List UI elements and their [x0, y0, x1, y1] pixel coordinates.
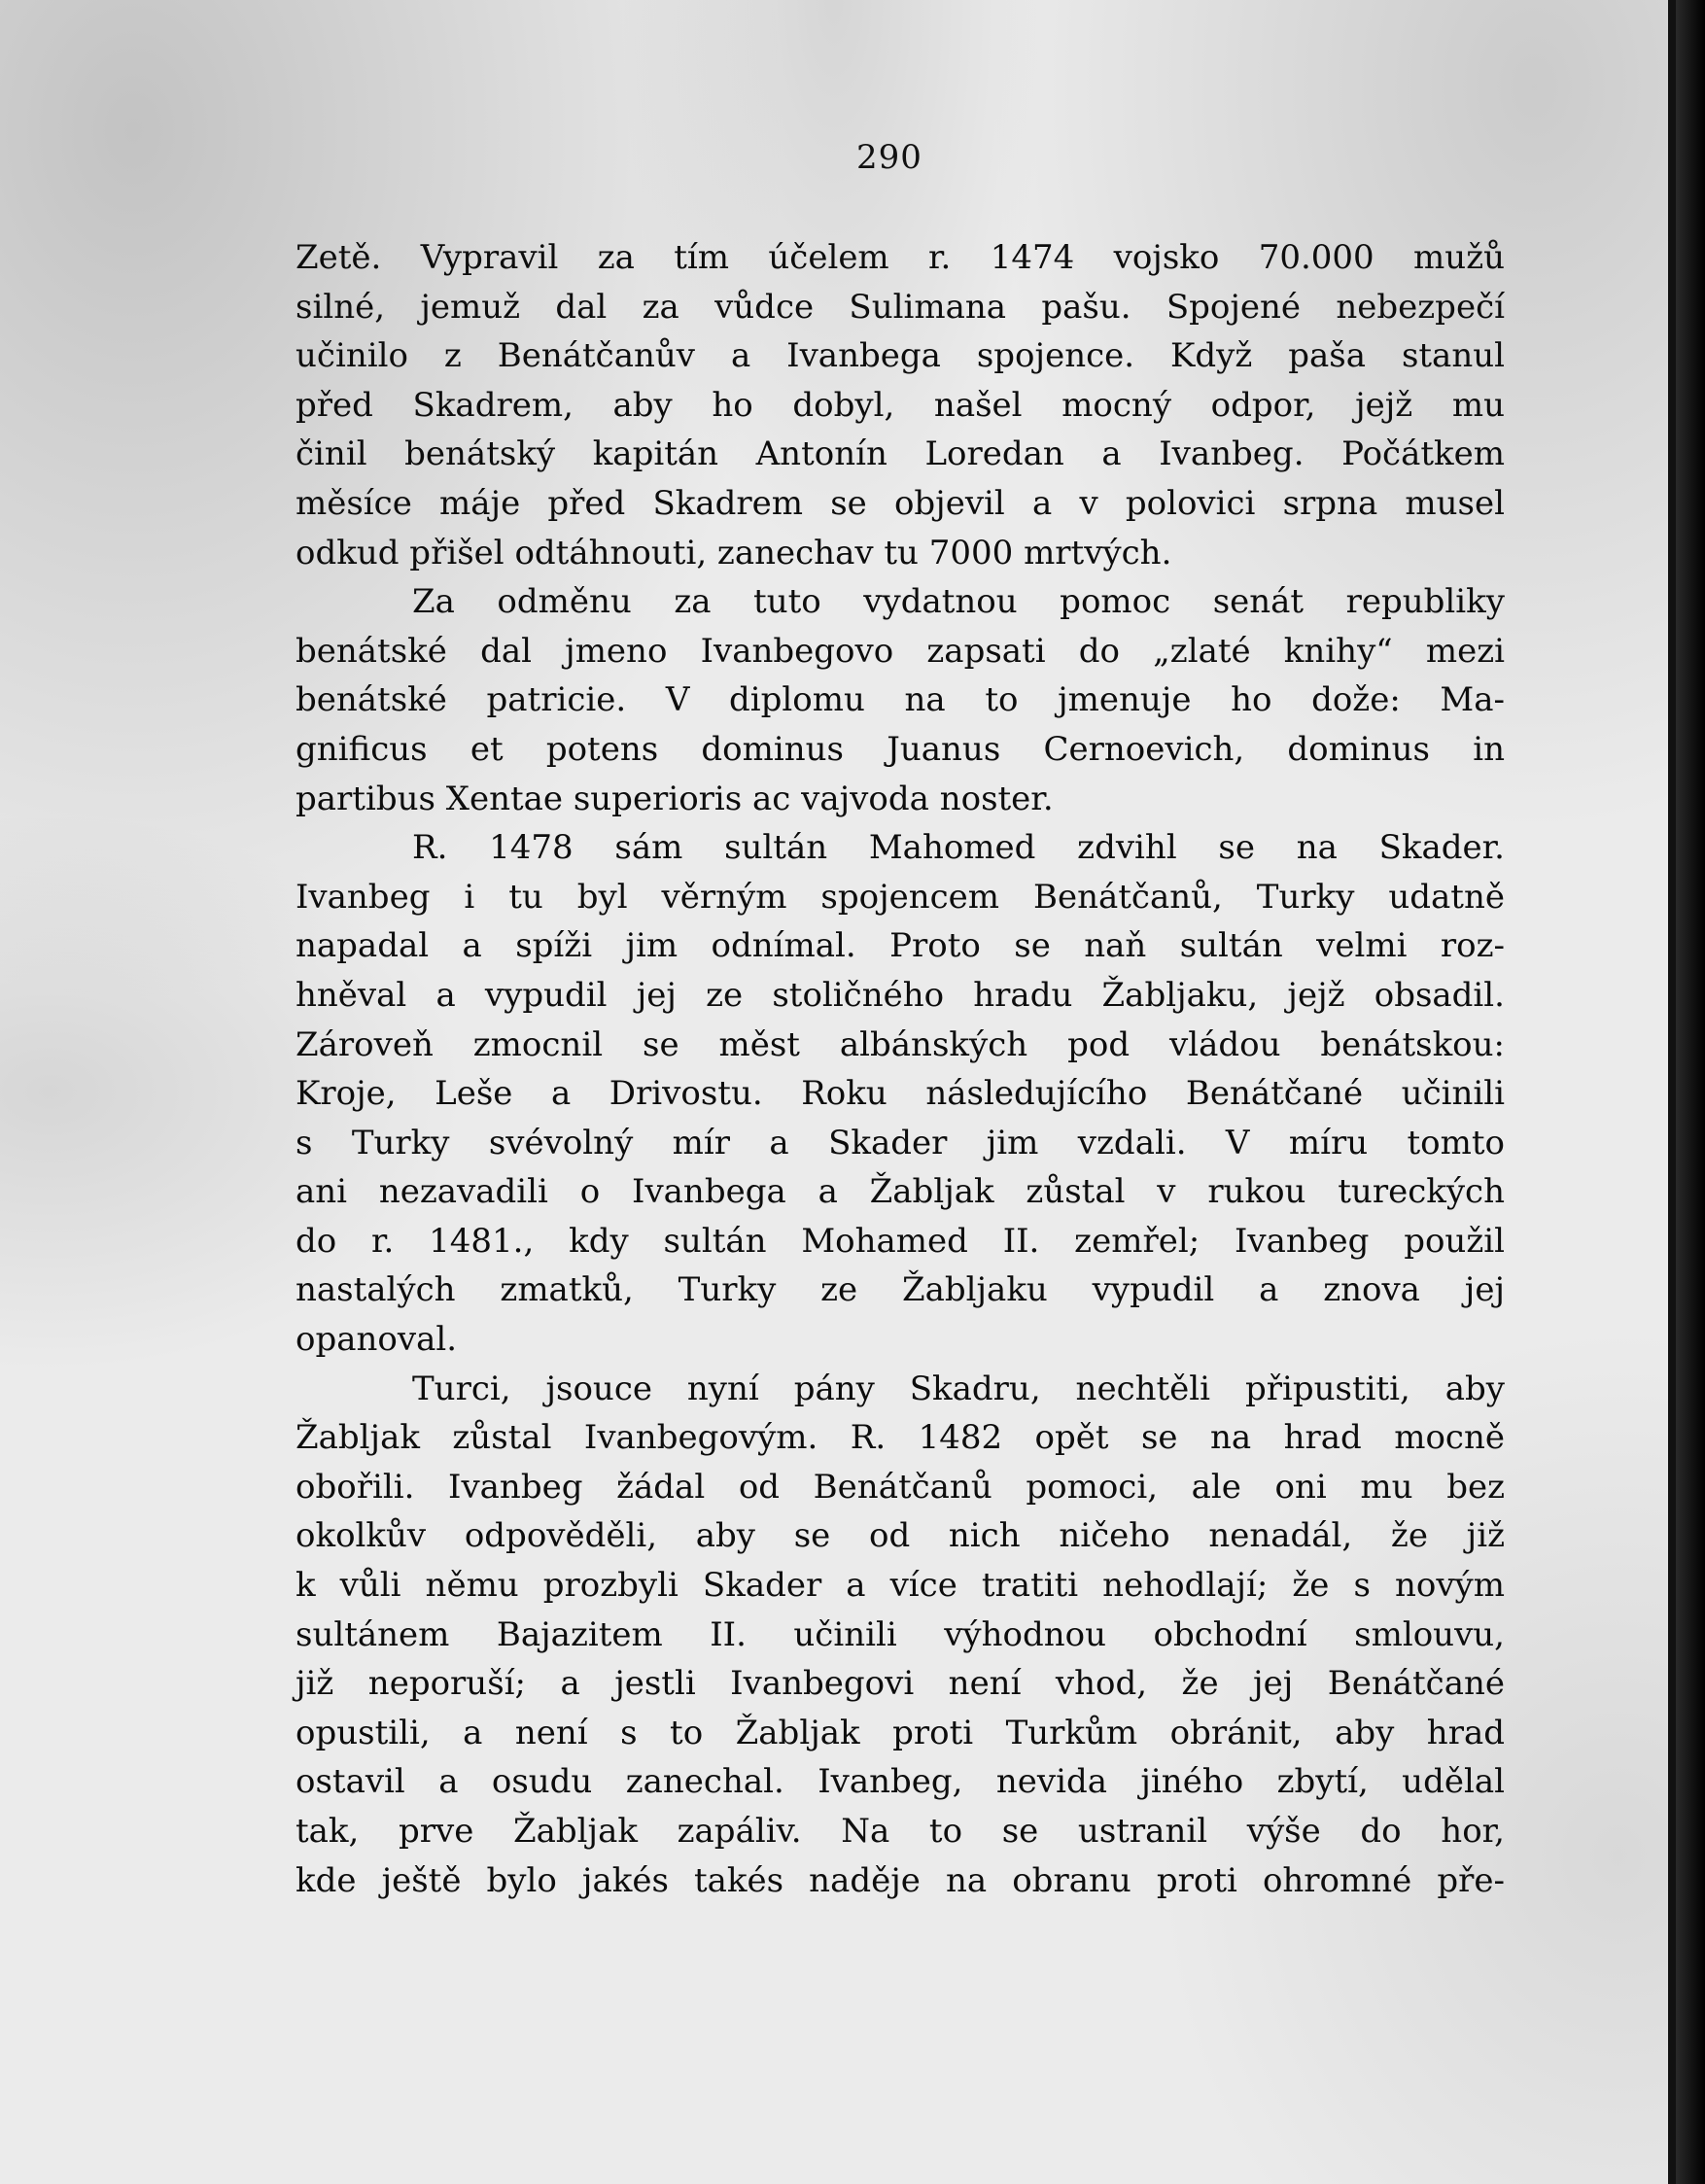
text-line: Kroje, Leše a Drivostu. Roku následujícího Benátčané učinili: [296, 1074, 1505, 1114]
text-line: okolkův odpověděli, aby se od nich ničeho nenadál, že již: [296, 1516, 1505, 1556]
text-line: Zetě. Vypravil za tím účelem r. 1474 vojsko 70.000 mužů: [296, 238, 1505, 277]
text-line: ani nezavadili o Ivanbega a Žabljak zůstal v rukou tureckých: [296, 1172, 1505, 1212]
text-line: gnificus et potens dominus Juanus Cernoevich, dominus in: [296, 729, 1505, 769]
text-line: napadal a spíži jim odnímal. Proto se naň sultán velmi roz-: [296, 926, 1505, 966]
text-line: již neporuší; a jestli Ivanbegovi není vhod, že jej Benátčané: [296, 1664, 1505, 1704]
text-line: před Skadrem, aby ho dobyl, našel mocný odpor, jejž mu: [296, 385, 1505, 425]
text-line: s Turky svévolný mír a Skader jim vzdali. V míru tomto: [296, 1123, 1505, 1162]
text-line: benátské dal jmeno Ivanbegovo zapsati do „zlaté knihy“ mezi: [296, 631, 1505, 671]
text-line: odkud přišel odtáhnouti, zanechav tu 7000 mrtvých.: [296, 533, 1172, 572]
text-line: opustili, a není s to Žabljak proti Turkům obránit, aby hrad: [296, 1713, 1505, 1752]
paragraph-first-line: Za odměnu za tuto vydatnou pomoc senát republiky: [412, 582, 1505, 622]
text-line: kde ještě bylo jakés takés naděje na obranu proti ohromné pře-: [296, 1860, 1505, 1900]
page-edge-shadow: [1676, 0, 1705, 2184]
text-line: partibus Xentae superioris ac vajvoda noster.: [296, 779, 1054, 818]
text-line: do r. 1481., kdy sultán Mohamed II. zemřel; Ivanbeg použil: [296, 1221, 1505, 1261]
text-line: k vůli němu prozbyli Skader a více tratiti nehodlají; že s novým: [296, 1566, 1505, 1606]
text-line: Zároveň zmocnil se měst albánských pod vládou benátskou:: [296, 1024, 1505, 1064]
text-line: silné, jemuž dal za vůdce Sulimana pašu. Spojené nebezpečí: [296, 287, 1505, 327]
text-line: nastalých zmatků, Turky ze Žabljaku vypudil a znova jej: [296, 1270, 1505, 1310]
text-line: měsíce máje před Skadrem se objevil a v polovici srpna musel: [296, 483, 1505, 523]
text-line: učinilo z Benátčanův a Ivanbega spojence. Když paša stanul: [296, 336, 1505, 376]
paragraph-first-line: R. 1478 sám sultán Mahomed zdvihl se na Skader.: [412, 828, 1505, 868]
text-line: ostavil a osudu zanechal. Ivanbeg, nevida jiného zbytí, udělal: [296, 1762, 1505, 1802]
text-line: tak, prve Žabljak zapáliv. Na to se ustranil výše do hor,: [296, 1812, 1505, 1851]
text-line: činil benátský kapitán Antonín Loredan a Ivanbeg. Počátkem: [296, 434, 1505, 474]
text-line: Ivanbeg i tu byl věrným spojencem Benátčanů, Turky udatně: [296, 877, 1505, 917]
text-line: hněval a vypudil jej ze stoličného hradu Žabljaku, jejž obsadil.: [296, 975, 1505, 1015]
text-line: Žabljak zůstal Ivanbegovým. R. 1482 opět se na hrad mocně: [296, 1418, 1505, 1458]
page-number: 290: [856, 138, 922, 177]
text-line: obořili. Ivanbeg žádal od Benátčanů pomoci, ale oni mu bez: [296, 1467, 1505, 1507]
text-line: benátské patricie. V diplomu na to jmenuje ho dože: Ma-: [296, 680, 1505, 720]
text-line: opanoval.: [296, 1320, 458, 1360]
text-line: sultánem Bajazitem II. učinili výhodnou obchodní smlouvu,: [296, 1614, 1505, 1654]
paragraph-first-line: Turci, jsouce nyní pány Skadru, nechtěli připustiti, aby: [412, 1369, 1505, 1408]
body-text: [296, 233, 1505, 1905]
